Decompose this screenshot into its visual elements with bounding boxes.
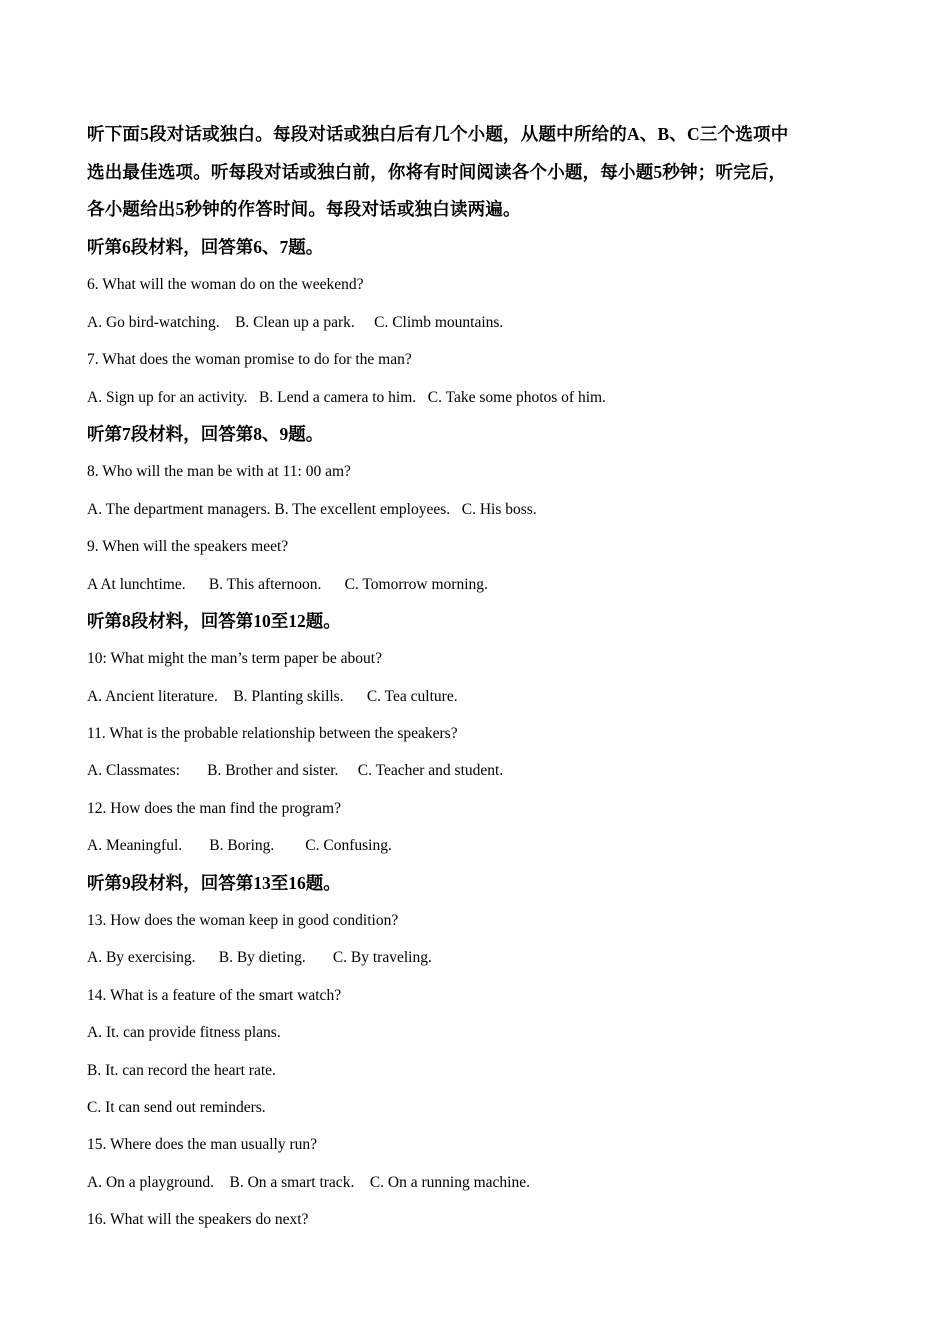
question-text: 6. What will the woman do on the weekend?: [87, 276, 364, 294]
answer-options: A. Sign up for an activity. B. Lend a camera to him. C. Take some photos of him.: [87, 388, 606, 406]
question-text: 15. Where does the man usually run?: [87, 1136, 317, 1154]
section-heading: 听第8段材料，回答第10至12题。: [87, 610, 341, 631]
answer-options: A. By exercising. B. By dieting. C. By traveling.: [87, 949, 432, 967]
question-text: 13. How does the woman keep in good condition?: [87, 912, 399, 930]
answer-options: A. Ancient literature. B. Planting skills. C. Tea culture.: [87, 687, 458, 705]
answer-options: A. On a playground. B. On a smart track. C. On a running machine.: [87, 1173, 530, 1191]
question-text: 7. What does the woman promise to do for the man?: [87, 351, 412, 369]
section-heading: 听第9段材料，回答第13至16题。: [87, 872, 341, 893]
question-text: 12. How does the man find the program?: [87, 799, 341, 817]
answer-options: A. Classmates: B. Brother and sister. C. Teacher and student.: [87, 762, 504, 780]
answer-options: A. Meaningful. B. Boring. C. Confusing.: [87, 837, 392, 855]
question-text: 9. When will the speakers meet?: [87, 538, 289, 556]
answer-options: C. It can send out reminders.: [87, 1098, 266, 1116]
instructions-line: 各小题给出5秒钟的作答时间。每段对话或独白读两遍。: [87, 199, 521, 219]
section-heading: 听第6段材料，回答第6、7题。: [87, 237, 324, 257]
answer-options: A. It. can provide fitness plans.: [87, 1024, 281, 1042]
question-list: [87, 229, 887, 1239]
question-text: 16. What will the speakers do next?: [87, 1211, 309, 1229]
question-text: 14. What is a feature of the smart watch?: [87, 986, 342, 1004]
answer-options: A. The department managers. B. The excellent employees. C. His boss.: [87, 500, 537, 518]
instructions-paragraph: [87, 116, 877, 229]
section-heading: 听第7段材料，回答第8、9题。: [87, 423, 324, 444]
instructions-line: 选出最佳选项。听每段对话或独白前，你将有时间阅读各个小题，每小题5秒钟；听完后，: [87, 161, 787, 182]
question-text: 10: What might the man’s term paper be about?: [87, 650, 382, 668]
answer-options: A. Go bird-watching. B. Clean up a park. C. Climb mountains.: [87, 313, 504, 331]
answer-options: B. It. can record the heart rate.: [87, 1061, 276, 1079]
question-text: 11. What is the probable relationship between the speakers?: [87, 725, 458, 743]
question-text: 8. Who will the man be with at 11: 00 am?: [87, 463, 351, 481]
instructions-line: 听下面5段对话或独白。每段对话或独白后有几个小题，从题中所给的A、B、C三个选项中: [87, 124, 789, 144]
answer-options: A At lunchtime. B. This afternoon. C. Tomorrow morning.: [87, 575, 488, 593]
